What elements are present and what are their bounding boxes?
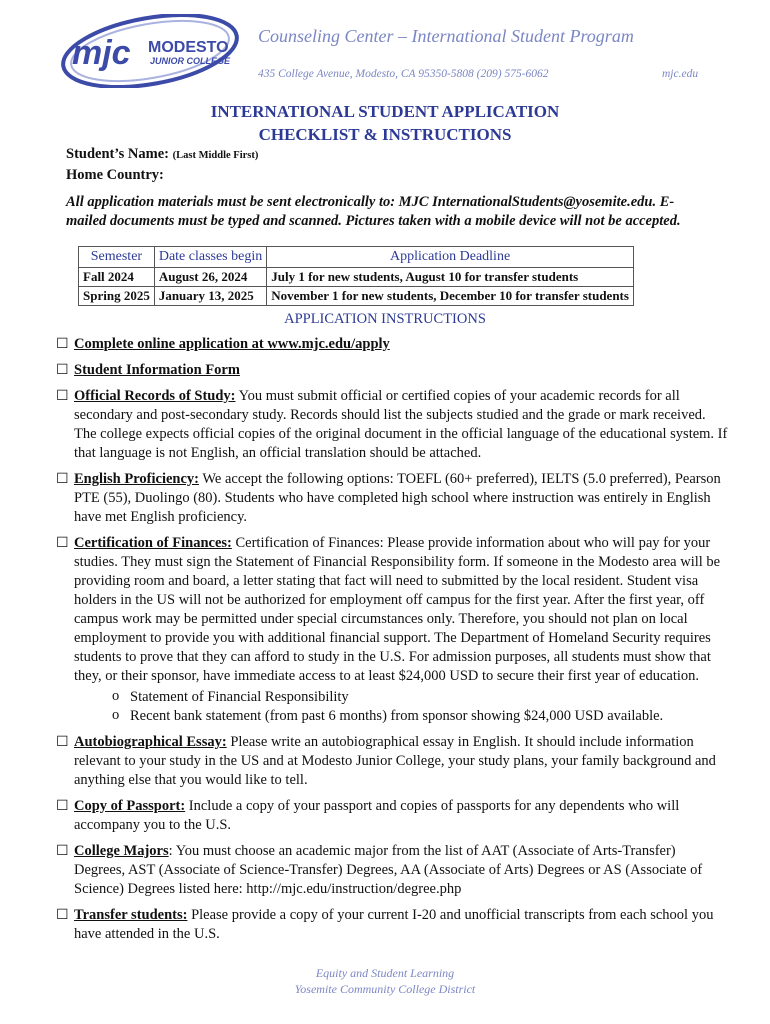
table-header: Semester: [79, 247, 155, 268]
checkbox[interactable]: ☐: [56, 337, 69, 352]
item-title: Complete online application at www.mjc.edu/apply: [74, 336, 390, 352]
website-link[interactable]: mjc.edu: [662, 68, 699, 80]
table-cell: January 13, 2025: [154, 287, 266, 306]
sub-item-text: Recent bank statement (from past 6 months) from sponsor showing $24,000 USD available.: [130, 708, 664, 724]
checkbox[interactable]: ☐: [56, 908, 69, 923]
student-name-label: Student’s Name:: [66, 146, 169, 162]
logo-text: MODESTO: [148, 39, 229, 56]
page-title: INTERNATIONAL STUDENT APPLICATION: [210, 102, 560, 121]
list-item: [56, 733, 728, 790]
footer-line-2: Yosemite Community College District: [294, 982, 476, 996]
list-item: [56, 797, 728, 835]
student-name-field[interactable]: [66, 146, 258, 163]
page-subtitle: CHECKLIST & INSTRUCTIONS: [258, 125, 512, 144]
table-row: [79, 268, 634, 287]
checkbox[interactable]: ☐: [56, 536, 69, 551]
item-text: Please provide a copy of your current I-20 and unofficial transcripts from each school you have attended in the U.S.: [74, 907, 714, 942]
logo-mark: mjc: [72, 34, 131, 72]
list-item: [56, 335, 728, 354]
item-title: Copy of Passport:: [74, 798, 186, 814]
item-title: Certification of Finances:: [74, 535, 232, 551]
item-text: You must submit official or certified copies of your academic records for all secondary and post-secondary study. Records should list the subjects studied and the grade or mark received. The college expects official copies of the original document in the official language of the educational system. If that language is not English, an official translation should be attached.: [74, 388, 728, 461]
checkbox[interactable]: ☐: [56, 844, 69, 859]
sub-item: [112, 688, 728, 707]
address: 435 College Avenue, Modesto, CA 95350-5808 (209) 575-6062: [258, 68, 549, 80]
checkbox[interactable]: ☐: [56, 363, 69, 378]
item-text: Please write an autobiographical essay in English. It should include information relevant to your study in the US and at Modesto Junior College, your study plans, your family background and anything else that you would like to tell.: [74, 734, 716, 788]
table-cell: August 26, 2024: [154, 268, 266, 287]
table-cell: November 1 for new students, December 10 for transfer students: [267, 287, 634, 306]
table-cell: Fall 2024: [79, 268, 155, 287]
table-cell: July 1 for new students, August 10 for transfer students: [267, 268, 634, 287]
list-item: [56, 906, 728, 944]
item-title: English Proficiency:: [74, 471, 199, 487]
student-name-hint: (Last Middle First): [172, 150, 259, 161]
item-text: We accept the following options: TOEFL (60+ preferred), IELTS (5.0 preferred), Pearson PTE (55), Duolingo (80). Students who have completed high school where instruction was entirely in English have met English proficiency.: [74, 471, 721, 525]
home-country-label[interactable]: Home Country:: [66, 167, 164, 183]
list-item: [56, 361, 728, 380]
bullet: o: [112, 688, 120, 704]
checkbox[interactable]: ☐: [56, 799, 69, 814]
table-header: Application Deadline: [267, 247, 634, 268]
sub-item-text: Statement of Financial Responsibility: [130, 689, 349, 705]
table-cell: Spring 2025: [79, 287, 155, 306]
footer-line-1: Equity and Student Learning: [315, 966, 455, 980]
list-item: [56, 534, 728, 726]
department-title: Counseling Center – International Student Program: [258, 26, 634, 46]
logo-subtext: JUNIOR COLLEGE: [150, 56, 231, 66]
item-title: Autobiographical Essay:: [74, 734, 227, 750]
checkbox[interactable]: ☐: [56, 735, 69, 750]
table-row: [79, 287, 634, 306]
list-item: [56, 387, 728, 463]
instructions-heading: APPLICATION INSTRUCTIONS: [284, 311, 486, 327]
item-text: Include a copy of your passport and copies of passports for any dependents who will accompany you to the U.S.: [74, 798, 680, 833]
finance-subitems: [74, 688, 728, 726]
bullet: o: [112, 707, 120, 723]
checkbox[interactable]: ☐: [56, 472, 69, 487]
item-text: Certification of Finances: Please provide information about who will pay for your studies. They must sign the Statement of Financial Responsibility form. If someone in the Modesto area will be providing room and board, a letter stating that fact will need to submitted by the local resident. Student visa holders in the US will not be authorized for employment off campus for the first year. After the first year, off campus work may be permitted under special circumstances only. Therefore, you should not plan on local employment to provide you with additional financial support. The Department of Homeland Security requires students to prove that they can afford to study in the U.S. For admission purposes, all students must show that they, or their sponsor, have immediate access to at least $24,000 USD to secure their first year of education.: [74, 535, 721, 684]
item-title: Student Information Form: [74, 362, 240, 378]
checklist: [56, 335, 728, 951]
item-title: Transfer students:: [74, 907, 188, 923]
mjc-logo: [58, 14, 242, 88]
list-item: [56, 470, 728, 527]
submission-notice: All application materials must be sent electronically to: MJC InternationalStudents@yosemite.edu. E-mailed documents must be typed and scanned. Pictures taken with a mobile device will not be accepted.: [66, 194, 681, 229]
checkbox[interactable]: ☐: [56, 389, 69, 404]
deadline-table: [78, 246, 634, 306]
item-title: College Majors: [74, 843, 169, 859]
item-text: : You must choose an academic major from the list of AAT (Associate of Arts-Transfer) Degrees, AST (Associate of Science-Transfer) Degrees, AA (Associate of Arts) Degrees or AS (Associate of Science) Degrees listed here: http://mjc.edu/instruction/degree.php: [74, 843, 703, 897]
item-title: Official Records of Study:: [74, 388, 236, 404]
list-item: [56, 842, 728, 899]
sub-item: [112, 707, 728, 726]
table-header: Date classes begin: [154, 247, 266, 268]
